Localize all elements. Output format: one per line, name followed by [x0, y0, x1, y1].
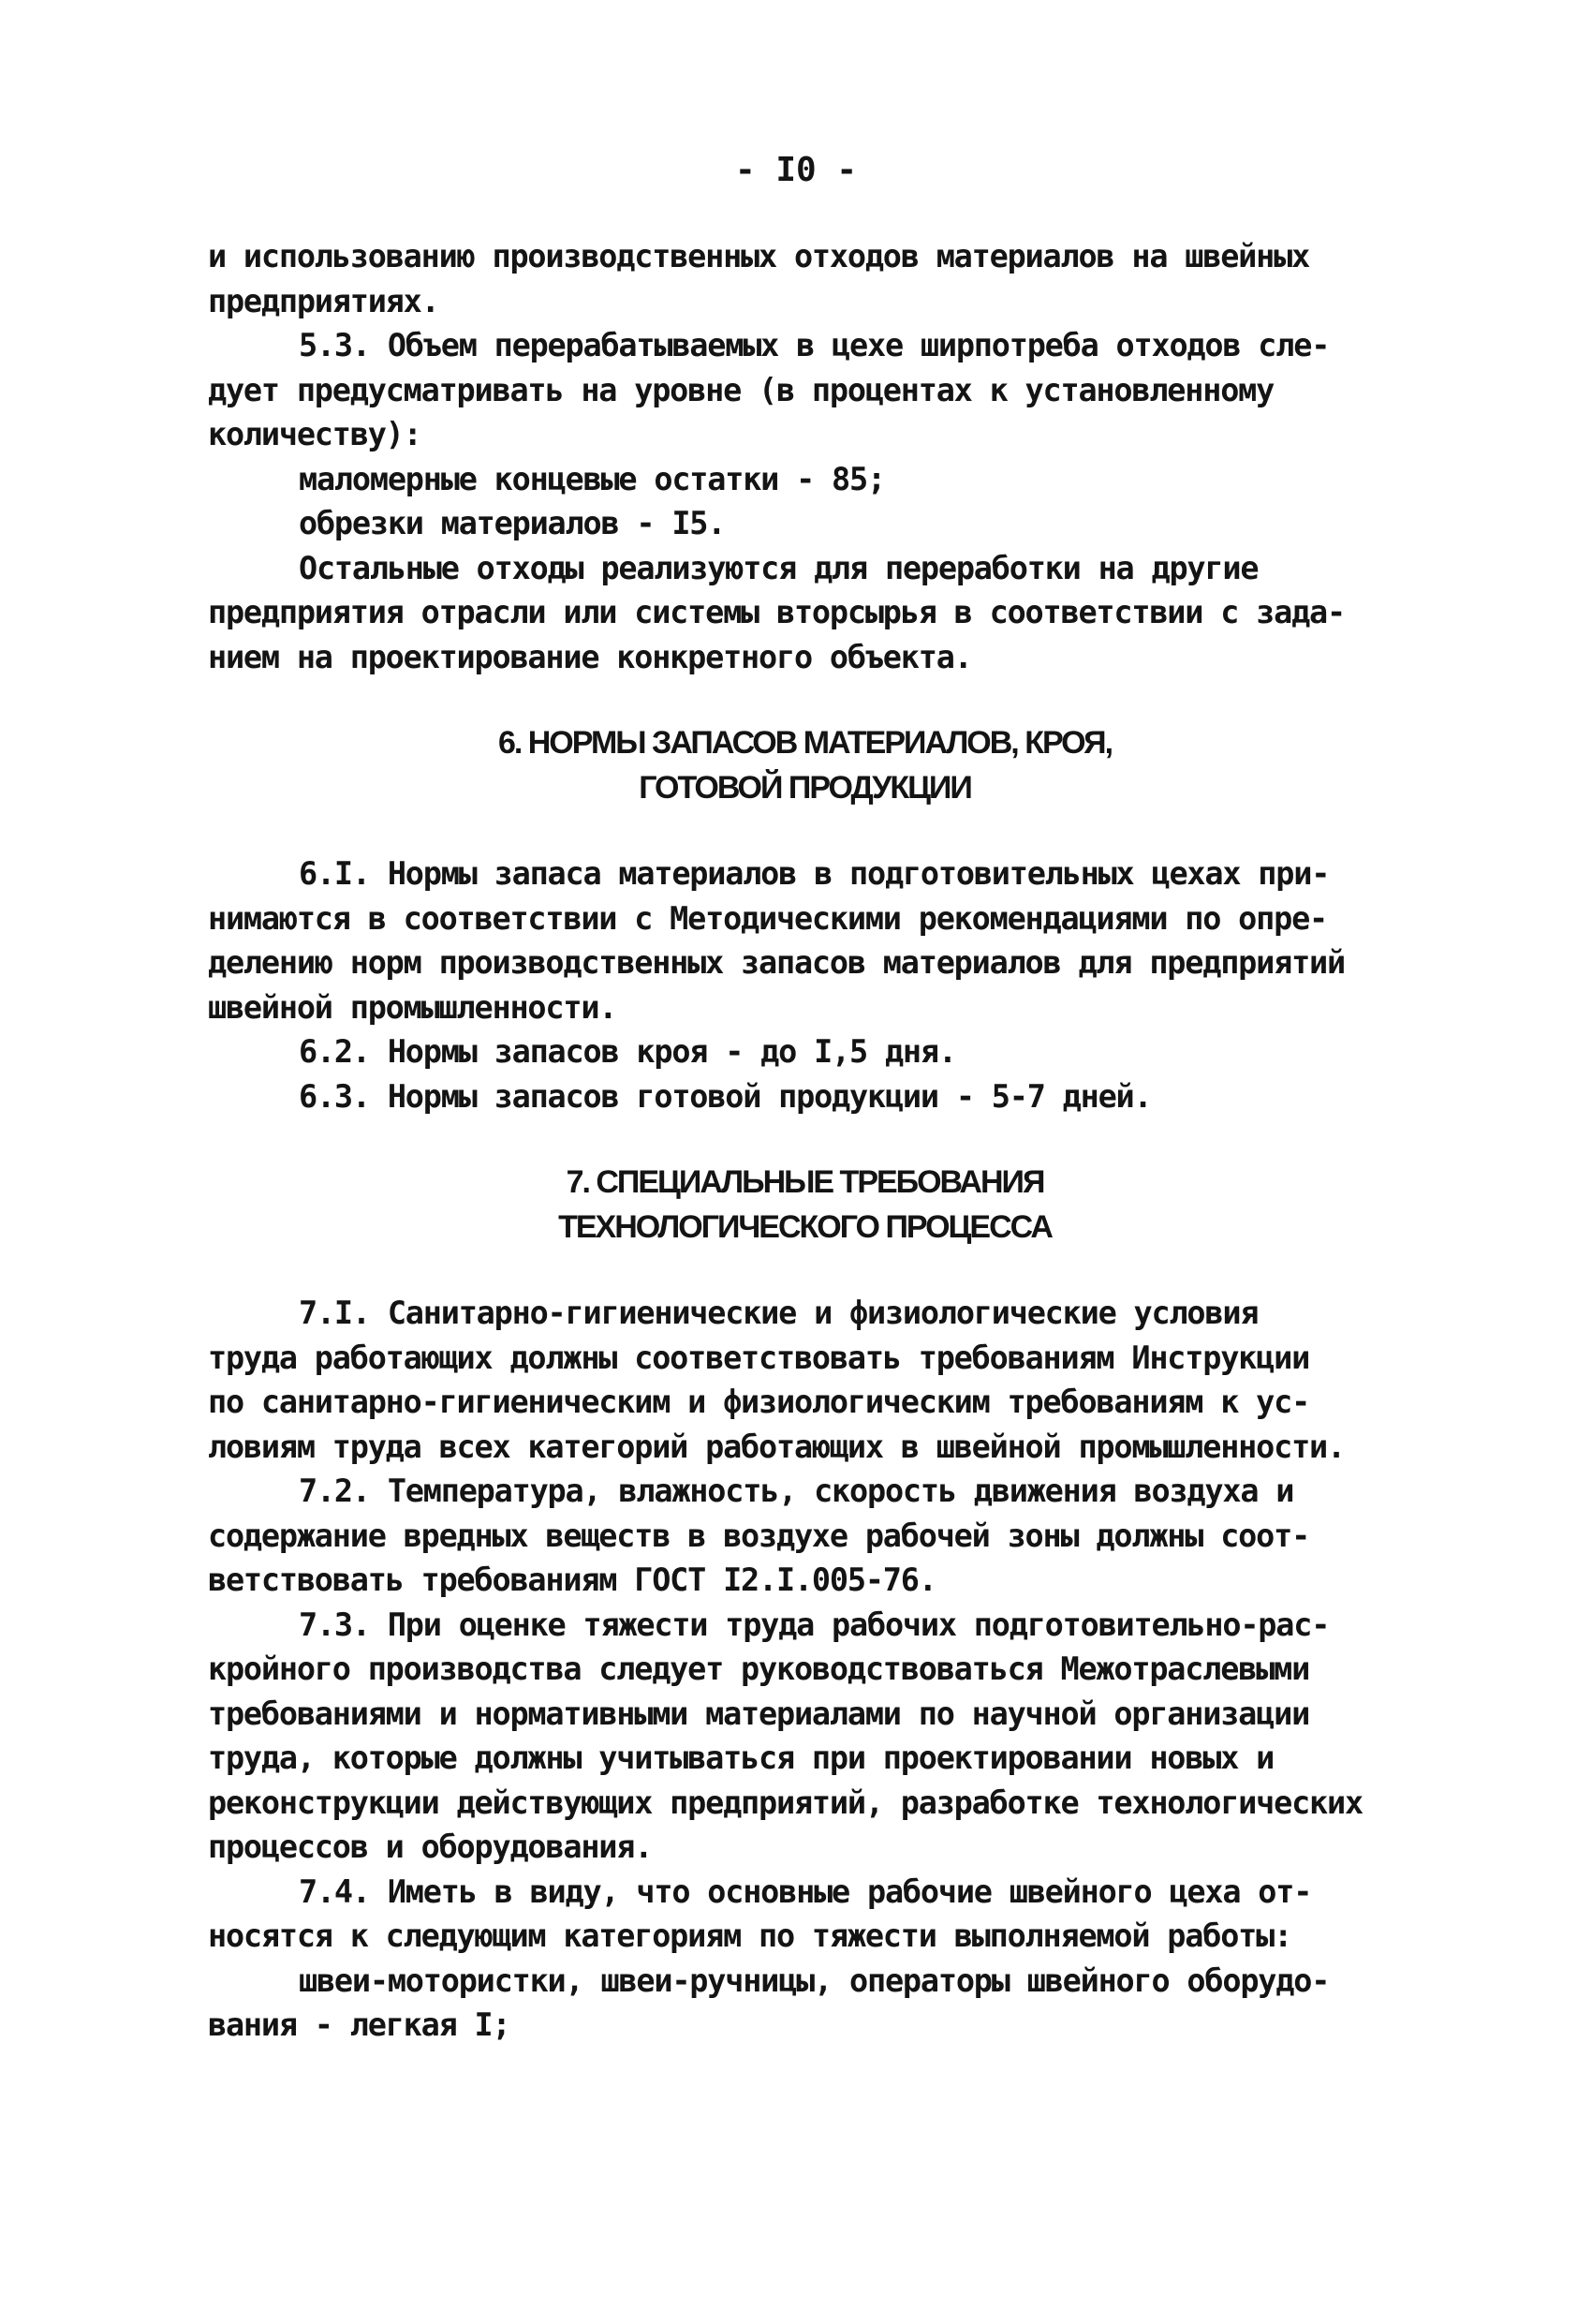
text-line: предприятиях.	[208, 282, 439, 319]
text-line: нимаются в соответствии с Методическими рекомендациями по опре-	[208, 899, 1328, 937]
text-line: ловиям труда всех категорий работающих в швейной промышленности.	[208, 1428, 1345, 1465]
text-line: 7.2. Температура, влажность, скорость движения воздуха и	[299, 1473, 1294, 1509]
text-line: кройного производства следует руководствоваться Межотраслевыми	[208, 1650, 1310, 1687]
document-body	[208, 234, 1402, 2048]
text-line: нием на проектирование конкретного объекта.	[208, 638, 972, 675]
paragraph-7-4	[208, 1870, 1402, 2048]
text-line: ветствовать требованиям ГОСТ I2.I.005-76.	[208, 1562, 936, 1598]
heading-line: 6. НОРМЫ ЗАПАСОВ МАТЕРИАЛОВ, КРОЯ,	[497, 725, 1113, 761]
text-line: вания - легкая I;	[208, 2006, 510, 2043]
text-line: швейной промышленности.	[208, 988, 617, 1026]
paragraph-5-3	[208, 323, 1402, 679]
text-line: и использованию производственных отходов материалов на швейных	[208, 238, 1310, 274]
heading-line: ГОТОВОЙ ПРОДУКЦИИ	[639, 770, 971, 806]
paragraph-6-1	[208, 851, 1402, 1029]
section-heading-6	[208, 720, 1402, 810]
heading-line: ТЕХНОЛОГИЧЕСКОГО ПРОЦЕССА	[558, 1209, 1052, 1245]
section-heading-7	[208, 1160, 1402, 1250]
list-item: маломерные концевые остатки - 85;	[299, 460, 885, 497]
text-line: 7.4. Иметь в виду, что основные рабочие швейного цеха от-	[299, 1873, 1312, 1910]
paragraph-7-2	[208, 1469, 1402, 1603]
text-line: по санитарно-гигиеническим и физиологическим требованиям к ус-	[208, 1384, 1310, 1420]
text-line: Остальные отходы реализуются для переработки на другие	[299, 549, 1259, 586]
text-line: реконструкции действующих предприятий, разработке технологических	[208, 1784, 1363, 1821]
text-line: 7.3. При оценке тяжести труда рабочих подготовительно-рас-	[299, 1606, 1330, 1643]
text-line: 7.I. Санитарно-гигиенические и физиологические условия	[299, 1295, 1259, 1331]
text-line: носятся к следующим категориям по тяжести выполняемой работы:	[208, 1917, 1292, 1954]
text-line: содержание вредных веществ в воздухе рабочей зоны должны соот-	[208, 1517, 1310, 1554]
paragraph-6-3: 6.3. Нормы запасов готовой продукции - 5-7 дней.	[299, 1077, 1152, 1115]
paragraph-intro	[208, 234, 1402, 323]
text-line: делению норм производственных запасов материалов для предприятий	[208, 944, 1345, 981]
heading-line: 7. СПЕЦИАЛЬНЫЕ ТРЕБОВАНИЯ	[566, 1164, 1044, 1200]
text-line: 6.I. Нормы запаса материалов в подготовительных цехах при-	[299, 855, 1330, 892]
page-number: - I0 -	[734, 151, 858, 189]
paragraph-7-1	[208, 1291, 1402, 1469]
text-line: труда работающих должны соответствовать требованиям Инструкции	[208, 1339, 1310, 1376]
paragraph-7-3	[208, 1603, 1402, 1870]
text-line: количеству):	[208, 416, 421, 452]
text-line: предприятия отрасли или системы вторсырья в соответствии с зада-	[208, 594, 1345, 630]
text-line: швеи-мотористки, швеи-ручницы, операторы швейного оборудо-	[299, 1961, 1330, 1999]
text-line: 5.3. Объем перерабатываемых в цехе ширпотреба отходов сле-	[299, 327, 1330, 363]
text-line: дует предусматривать на уровне (в процентах к установленному	[208, 371, 1275, 408]
paragraph-6-2: 6.2. Нормы запасов кроя - до I,5 дня.	[299, 1033, 956, 1070]
text-line: требованиями и нормативными материалами по научной организации	[208, 1695, 1310, 1732]
text-line: процессов и оборудования.	[208, 1828, 653, 1865]
list-item: обрезки материалов - I5.	[299, 505, 726, 541]
text-line: труда, которые должны учитываться при проектировании новых и	[208, 1739, 1275, 1776]
